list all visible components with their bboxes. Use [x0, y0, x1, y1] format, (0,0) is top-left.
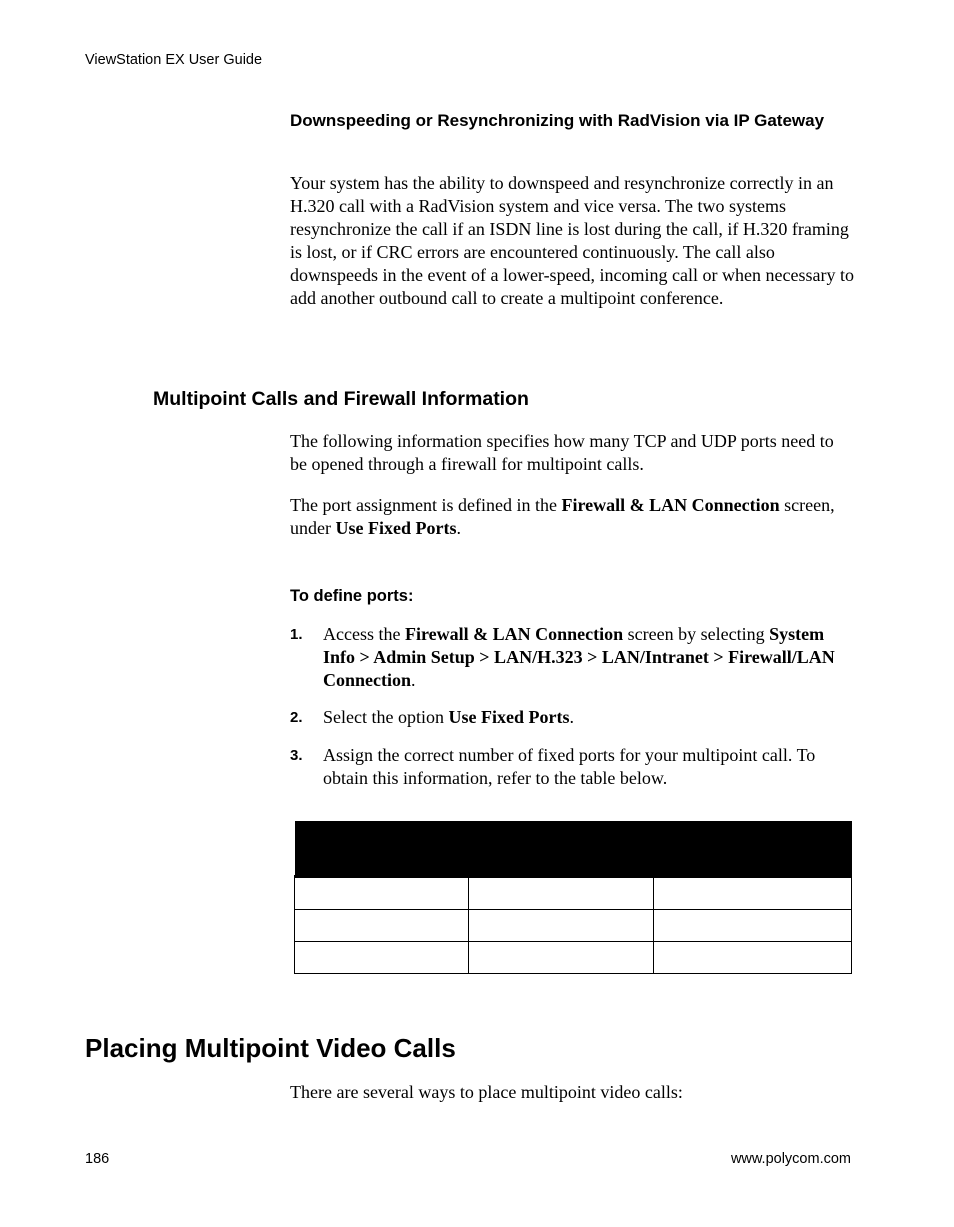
table-header-cell [295, 821, 469, 877]
table-header-cell [654, 821, 852, 877]
page-number: 186 [85, 1151, 110, 1167]
procedure-heading: To define ports: [290, 587, 414, 605]
footer-url: www.polycom.com [730, 1151, 851, 1167]
table-cell [295, 877, 469, 910]
step-number: 3. [290, 747, 303, 764]
menu-path: System Info > Admin Setup > LAN/H.323 > LAN/Intranet > Firewall/LAN Connection [323, 624, 835, 690]
table-row [295, 942, 852, 974]
text-run: screen by selecting [623, 624, 770, 644]
table-cell [468, 942, 654, 974]
step-number: 1. [290, 626, 303, 643]
table-row [295, 877, 852, 910]
text-run: screen, under [290, 495, 835, 538]
table-cell [468, 910, 654, 942]
ui-term: Use Fixed Ports [335, 518, 457, 538]
firewall-paragraph-2 [290, 494, 855, 540]
ui-term: Use Fixed Ports [448, 707, 570, 727]
downspeeding-paragraph: Your system has the ability to downspeed and resynchronize correctly in an H.320 call with a RadVision system and vice versa. The two systems resynchronize the call if an ISDN line is lost during the call, if H.320 framing is lost, or if CRC errors are encountered continuously. The call also downspeeds in the event of a lower-speed, incoming call or when necessary to add another outbound call to create a multipoint conference. [290, 173, 854, 308]
text-run: . [411, 670, 416, 690]
ui-term: Firewall & LAN Connection [404, 624, 624, 644]
table-header-row [295, 821, 852, 877]
firewall-paragraph-1: The following information specifies how many TCP and UDP ports need to be opened through a firewall for multipoint calls. [290, 431, 834, 474]
step-number: 2. [290, 709, 303, 726]
running-header: ViewStation EX User Guide [85, 52, 263, 68]
section-heading-multipoint-firewall: Multipoint Calls and Firewall Information [153, 388, 529, 410]
text-run: Select the option [323, 707, 449, 727]
text-run: . [569, 707, 574, 727]
text-run: Access the [323, 624, 405, 644]
ports-table [294, 821, 852, 974]
table-cell [295, 942, 469, 974]
table-cell [654, 942, 852, 974]
step-text [323, 706, 853, 729]
table-cell [654, 910, 852, 942]
step-text [323, 623, 853, 692]
table-header-cell [468, 821, 654, 877]
step-text: Assign the correct number of fixed ports for your multipoint call. To obtain this information, refer to the table below. [323, 745, 816, 788]
section-heading-downspeeding: Downspeeding or Resynchronizing with RadVision via IP Gateway [290, 111, 825, 130]
table-cell [654, 877, 852, 910]
table-row [295, 910, 852, 942]
section-heading-placing-multipoint: Placing Multipoint Video Calls [85, 1033, 456, 1063]
placing-paragraph: There are several ways to place multipoint video calls: [290, 1082, 683, 1102]
ui-term: Firewall & LAN Connection [561, 495, 780, 515]
table-cell [295, 910, 469, 942]
table-cell [468, 877, 654, 910]
text-run: . [456, 518, 461, 538]
text-run: The port assignment is defined in the [290, 495, 562, 515]
